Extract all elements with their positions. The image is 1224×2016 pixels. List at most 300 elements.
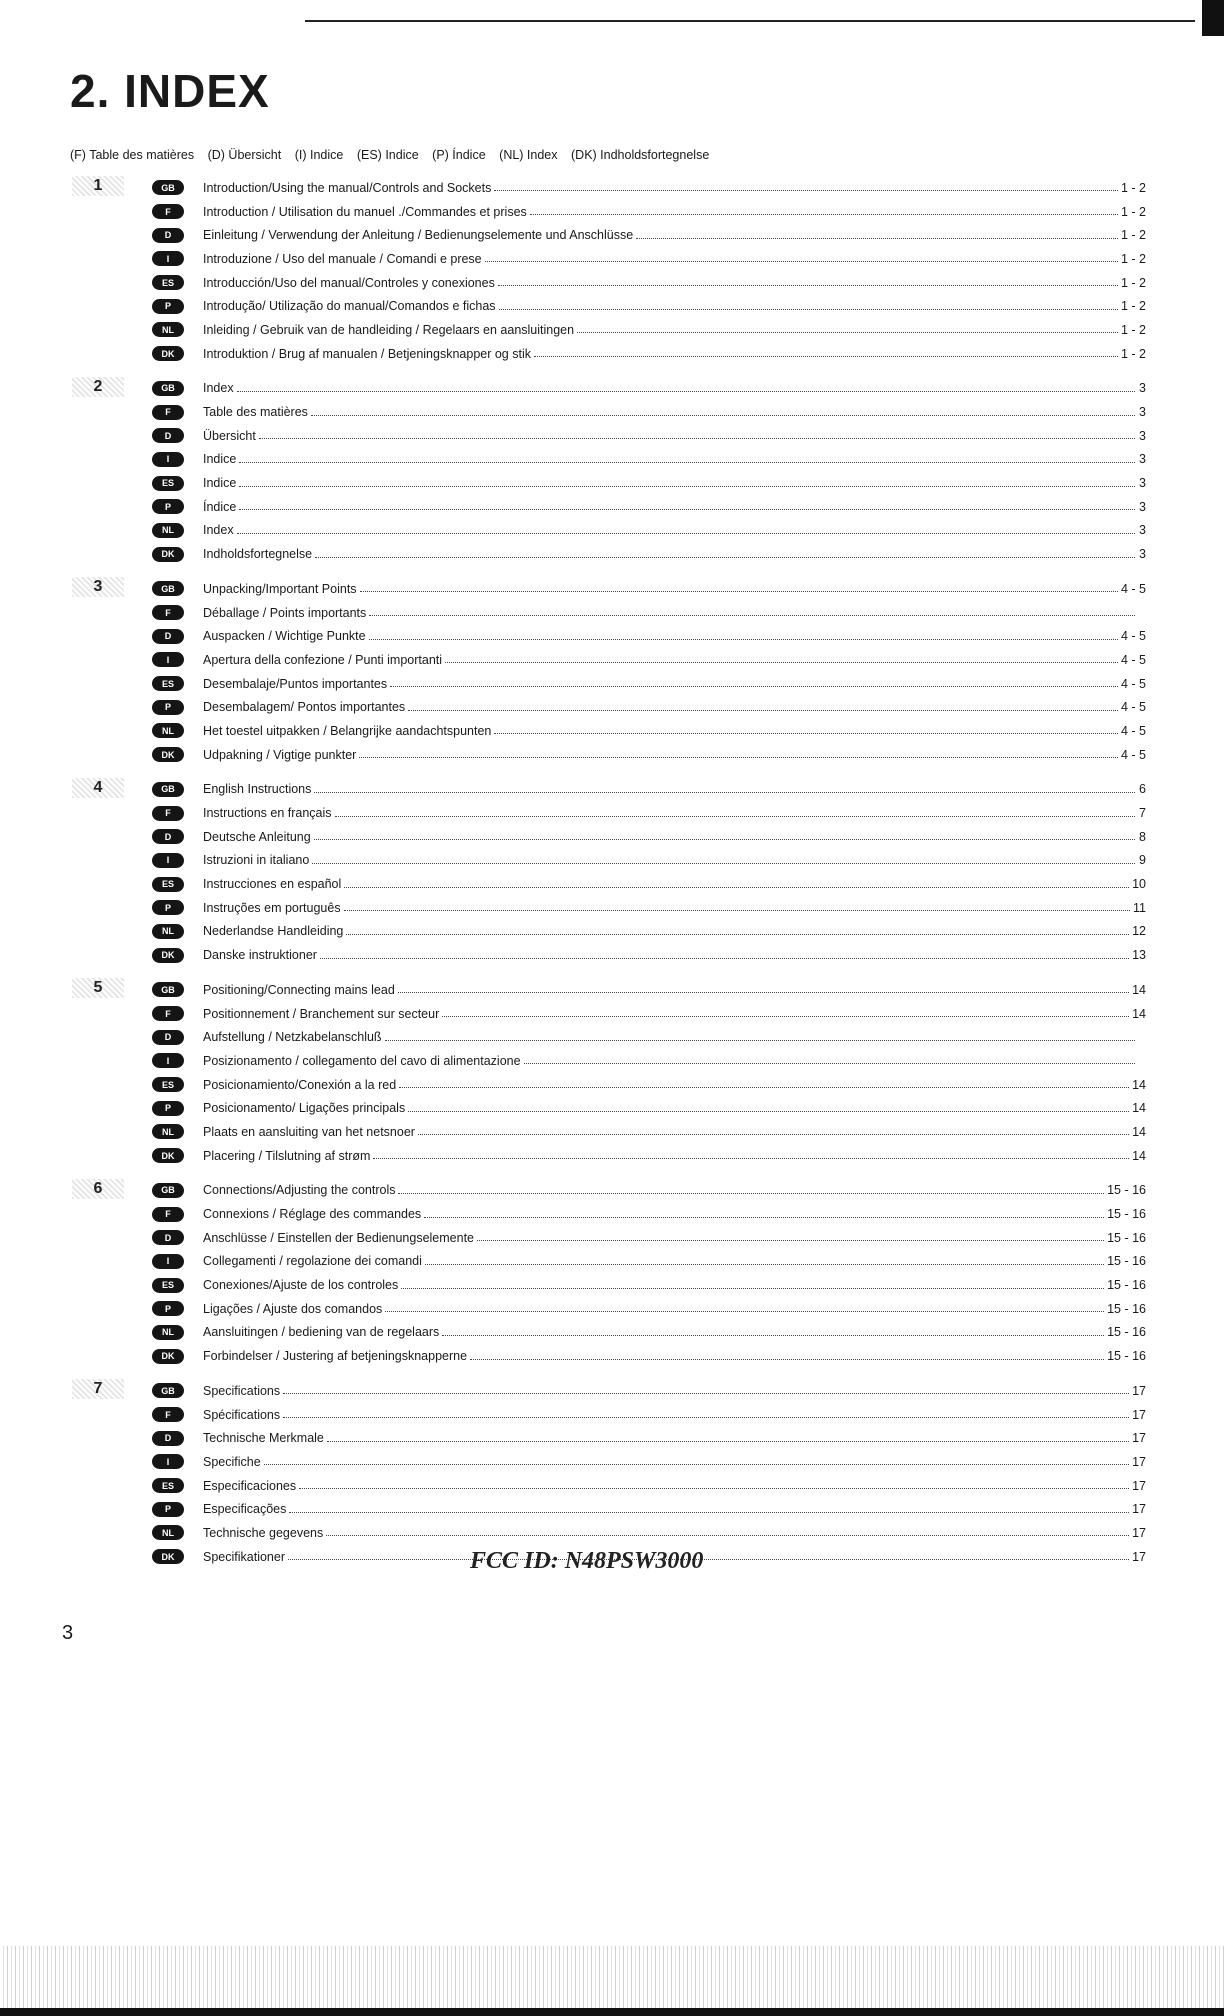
index-entry bbox=[70, 943, 1146, 967]
dot-leader bbox=[289, 1512, 1129, 1513]
dot-leader bbox=[320, 958, 1129, 959]
dot-leader bbox=[360, 591, 1118, 592]
index-entry bbox=[70, 223, 1146, 247]
entry-label: Forbindelser / Justering af betjeningsknapperne bbox=[203, 1349, 468, 1364]
language-badge-icon: NL bbox=[152, 1525, 184, 1540]
language-badge-icon: I bbox=[152, 1454, 184, 1469]
language-badge-icon: ES bbox=[152, 1077, 184, 1092]
entry-page: 13 bbox=[1132, 948, 1146, 963]
index-entry bbox=[70, 1497, 1146, 1521]
entry-label: Collegamenti / regolazione dei comandi bbox=[203, 1254, 422, 1269]
entry-page: 15 - 16 bbox=[1107, 1278, 1146, 1293]
index-section bbox=[70, 1379, 1146, 1569]
language-item: (ES) Indice bbox=[356, 148, 419, 162]
entry-page: 14 bbox=[1132, 1006, 1146, 1021]
entry-page: 15 - 16 bbox=[1107, 1325, 1146, 1340]
entry-page: 14 bbox=[1132, 1148, 1146, 1163]
entry-label: Introdução/ Utilização do manual/Comandos e fichas bbox=[203, 299, 496, 314]
index-entry bbox=[70, 1002, 1146, 1026]
language-badge-icon: GB bbox=[152, 381, 184, 396]
entry-page: 4 - 5 bbox=[1120, 581, 1146, 596]
index-entry bbox=[70, 1202, 1146, 1226]
entry-page: 17 bbox=[1132, 1407, 1146, 1422]
index-entry bbox=[70, 471, 1146, 495]
index-entry bbox=[70, 1025, 1146, 1049]
section-number-badge: 3 bbox=[72, 577, 124, 597]
entry-page: 14 bbox=[1132, 1101, 1146, 1116]
index-entry bbox=[70, 920, 1146, 944]
index-entry bbox=[70, 542, 1146, 566]
language-badge-icon: I bbox=[152, 1254, 184, 1269]
index-entry bbox=[70, 1344, 1146, 1368]
language-item: (P) Índice bbox=[432, 148, 486, 162]
index-entry bbox=[70, 801, 1146, 825]
entry-label: Anschlüsse / Einstellen der Bedienungselemente bbox=[203, 1230, 475, 1245]
index-entry bbox=[70, 318, 1146, 342]
index-entry bbox=[70, 1521, 1146, 1545]
language-item: (D) Übersicht bbox=[207, 148, 282, 162]
index-entry bbox=[70, 1049, 1146, 1073]
entry-page: 1 - 2 bbox=[1120, 204, 1146, 219]
entry-page: 15 - 16 bbox=[1107, 1254, 1146, 1269]
language-badge-icon: D bbox=[152, 228, 184, 243]
entry-page: 14 bbox=[1132, 1077, 1146, 1092]
language-badge-icon: DK bbox=[152, 747, 184, 762]
language-badge-icon: DK bbox=[152, 547, 184, 562]
entry-page: 17 bbox=[1132, 1454, 1146, 1469]
dot-leader bbox=[534, 356, 1118, 357]
dot-leader bbox=[442, 1016, 1129, 1017]
dot-leader bbox=[237, 533, 1135, 534]
section-number-badge: 6 bbox=[72, 1179, 124, 1199]
entry-page: 3 bbox=[1139, 405, 1146, 420]
language-badge-icon: F bbox=[152, 1006, 184, 1021]
language-badge-icon: GB bbox=[152, 581, 184, 596]
entry-label: Deutsche Anleitung bbox=[203, 829, 311, 844]
language-badge-icon: D bbox=[152, 829, 184, 844]
entry-label: Unpacking/Important Points bbox=[203, 581, 357, 596]
dot-leader bbox=[369, 615, 1135, 616]
entry-label: Positioning/Connecting mains lead bbox=[203, 982, 395, 997]
entry-label: Het toestel uitpakken / Belangrijke aandachtspunten bbox=[203, 723, 492, 738]
entry-label: Connexions / Réglage des commandes bbox=[203, 1207, 422, 1222]
entry-label: Einleitung / Verwendung der Anleitung / Bedienungselemente und Anschlüsse bbox=[203, 228, 634, 243]
index-sections bbox=[70, 176, 1146, 1580]
language-badge-icon: NL bbox=[152, 1124, 184, 1139]
dot-leader bbox=[399, 1087, 1129, 1088]
entry-label: English Instructions bbox=[203, 782, 312, 797]
entry-page: 14 bbox=[1132, 1124, 1146, 1139]
language-badge-icon: NL bbox=[152, 523, 184, 538]
index-entry bbox=[70, 1250, 1146, 1274]
entry-label: Index bbox=[203, 523, 234, 538]
dot-leader bbox=[299, 1488, 1129, 1489]
index-entry bbox=[70, 1273, 1146, 1297]
index-entry bbox=[70, 519, 1146, 543]
entry-page: 3 bbox=[1139, 381, 1146, 396]
entry-page: 1 - 2 bbox=[1120, 299, 1146, 314]
entry-label: Indholdsfortegnelse bbox=[203, 547, 313, 562]
index-entry bbox=[70, 1073, 1146, 1097]
entry-label: Spécifications bbox=[203, 1407, 281, 1422]
entry-label: Especificaciones bbox=[203, 1478, 297, 1493]
index-entry bbox=[70, 672, 1146, 696]
index-entry bbox=[70, 695, 1146, 719]
dot-leader bbox=[445, 662, 1118, 663]
dot-leader bbox=[385, 1311, 1104, 1312]
entry-page: 6 bbox=[1139, 782, 1146, 797]
dot-leader bbox=[359, 757, 1118, 758]
index-entry bbox=[70, 1120, 1146, 1144]
entry-page: 15 - 16 bbox=[1107, 1230, 1146, 1245]
dot-leader bbox=[326, 1535, 1129, 1536]
dot-leader bbox=[239, 462, 1135, 463]
entry-label: Indice bbox=[203, 452, 237, 467]
language-badge-icon: F bbox=[152, 204, 184, 219]
dot-leader bbox=[327, 1441, 1129, 1442]
dot-leader bbox=[408, 1111, 1129, 1112]
language-badge-icon: GB bbox=[152, 180, 184, 195]
entry-label: Introduction/Using the manual/Controls and Sockets bbox=[203, 180, 492, 195]
dot-leader bbox=[344, 910, 1130, 911]
language-badge-icon: D bbox=[152, 1230, 184, 1245]
language-badge-icon: D bbox=[152, 629, 184, 644]
dot-leader bbox=[425, 1264, 1104, 1265]
language-badge-icon: NL bbox=[152, 1325, 184, 1340]
language-item: (F) Table des matières bbox=[70, 148, 195, 162]
language-badge-icon: ES bbox=[152, 1278, 184, 1293]
entry-page: 3 bbox=[1139, 523, 1146, 538]
entry-label: Índice bbox=[203, 499, 237, 514]
index-entry bbox=[70, 1226, 1146, 1250]
index-entry bbox=[70, 1450, 1146, 1474]
dot-leader bbox=[524, 1063, 1135, 1064]
language-badge-icon: P bbox=[152, 1101, 184, 1116]
entry-label: Danske instruktioner bbox=[203, 948, 317, 963]
entry-label: Plaats en aansluiting van het netsnoer bbox=[203, 1124, 415, 1139]
index-section bbox=[70, 176, 1146, 366]
entry-label: Nederlandse Handleiding bbox=[203, 924, 344, 939]
section-number-badge: 5 bbox=[72, 978, 124, 998]
entry-label: Auspacken / Wichtige Punkte bbox=[203, 629, 366, 644]
entry-page: 15 - 16 bbox=[1107, 1349, 1146, 1364]
entry-page: 3 bbox=[1139, 428, 1146, 443]
entry-page: 15 - 16 bbox=[1107, 1301, 1146, 1316]
entry-page: 12 bbox=[1132, 924, 1146, 939]
language-badge-icon: DK bbox=[152, 346, 184, 361]
language-badge-icon: ES bbox=[152, 476, 184, 491]
index-entry bbox=[70, 342, 1146, 366]
dot-leader bbox=[385, 1040, 1135, 1041]
language-badge-icon: NL bbox=[152, 322, 184, 337]
entry-label: Technische Merkmale bbox=[203, 1431, 324, 1446]
section-number-badge: 1 bbox=[72, 176, 124, 196]
language-badge-icon: GB bbox=[152, 1383, 184, 1398]
entry-page: 11 bbox=[1133, 900, 1146, 915]
entry-page: 3 bbox=[1139, 499, 1146, 514]
dot-leader bbox=[442, 1335, 1104, 1336]
dot-leader bbox=[315, 557, 1135, 558]
index-entry bbox=[70, 601, 1146, 625]
index-section bbox=[70, 978, 1146, 1168]
entry-page: 1 - 2 bbox=[1120, 251, 1146, 266]
dot-leader bbox=[283, 1393, 1129, 1394]
entry-label: Specifiche bbox=[203, 1454, 261, 1469]
dot-leader bbox=[344, 887, 1129, 888]
dot-leader bbox=[312, 863, 1135, 864]
dot-leader bbox=[369, 639, 1118, 640]
dot-leader bbox=[311, 415, 1135, 416]
dot-leader bbox=[237, 391, 1135, 392]
entry-label: Übersicht bbox=[203, 428, 256, 443]
index-section bbox=[70, 1179, 1146, 1369]
dot-leader bbox=[314, 792, 1135, 793]
language-badge-icon: ES bbox=[152, 676, 184, 691]
language-badge-icon: P bbox=[152, 499, 184, 514]
index-entry bbox=[70, 1179, 1146, 1203]
index-entry bbox=[70, 577, 1146, 601]
index-section bbox=[70, 778, 1146, 968]
index-entry bbox=[70, 1379, 1146, 1403]
dot-leader bbox=[288, 1559, 1129, 1560]
entry-page: 1 - 2 bbox=[1120, 275, 1146, 290]
dot-leader bbox=[398, 992, 1129, 993]
dot-leader bbox=[264, 1464, 1129, 1465]
language-badge-icon: P bbox=[152, 1502, 184, 1517]
top-rule bbox=[305, 20, 1195, 22]
section-number-badge: 4 bbox=[72, 778, 124, 798]
entry-page: 9 bbox=[1139, 853, 1146, 868]
entry-page: 17 bbox=[1132, 1431, 1146, 1446]
language-badge-icon: I bbox=[152, 1053, 184, 1068]
language-badge-icon: DK bbox=[152, 1549, 184, 1564]
index-entry bbox=[70, 247, 1146, 271]
entry-label: Ligações / Ajuste dos comandos bbox=[203, 1301, 383, 1316]
index-section bbox=[70, 577, 1146, 767]
entry-page: 17 bbox=[1132, 1502, 1146, 1517]
index-entry bbox=[70, 1321, 1146, 1345]
dot-leader bbox=[494, 190, 1118, 191]
entry-label: Apertura della confezione / Punti importanti bbox=[203, 652, 443, 667]
language-badge-icon: ES bbox=[152, 275, 184, 290]
language-item: (DK) Indholdsfortegnelse bbox=[571, 148, 710, 162]
index-entry bbox=[70, 648, 1146, 672]
entry-page: 1 - 2 bbox=[1120, 180, 1146, 195]
dot-leader bbox=[390, 686, 1118, 687]
entry-page: 4 - 5 bbox=[1120, 629, 1146, 644]
language-badge-icon: DK bbox=[152, 1349, 184, 1364]
index-entry bbox=[70, 200, 1146, 224]
entry-label: Conexiones/Ajuste de los controles bbox=[203, 1278, 399, 1293]
entry-label: Aansluitingen / bediening van de regelaars bbox=[203, 1325, 440, 1340]
entry-label: Desembalagem/ Pontos importantes bbox=[203, 700, 406, 715]
dot-leader bbox=[239, 509, 1135, 510]
dot-leader bbox=[239, 486, 1135, 487]
entry-label: Especificações bbox=[203, 1502, 287, 1517]
language-badge-icon: F bbox=[152, 605, 184, 620]
dot-leader bbox=[346, 934, 1129, 935]
language-badge-icon: GB bbox=[152, 1183, 184, 1198]
bottom-bar bbox=[0, 2008, 1224, 2016]
page-number: 3 bbox=[62, 1622, 74, 1644]
index-entry bbox=[70, 400, 1146, 424]
dot-leader bbox=[408, 710, 1118, 711]
language-badge-icon: D bbox=[152, 428, 184, 443]
dot-leader bbox=[477, 1240, 1104, 1241]
language-badge-icon: F bbox=[152, 1207, 184, 1222]
page-title: 2. INDEX bbox=[70, 65, 270, 117]
entry-page: 4 - 5 bbox=[1120, 676, 1146, 691]
entry-page: 14 bbox=[1132, 982, 1146, 997]
language-badge-icon: NL bbox=[152, 723, 184, 738]
index-entry bbox=[70, 825, 1146, 849]
index-entry bbox=[70, 849, 1146, 873]
index-entry bbox=[70, 719, 1146, 743]
language-badge-icon: I bbox=[152, 251, 184, 266]
entry-label: Instructions en français bbox=[203, 806, 332, 821]
language-badge-icon: I bbox=[152, 853, 184, 868]
language-badge-icon: F bbox=[152, 1407, 184, 1422]
language-list bbox=[70, 148, 719, 162]
dot-leader bbox=[283, 1417, 1129, 1418]
dot-leader bbox=[314, 839, 1135, 840]
entry-page: 1 - 2 bbox=[1120, 346, 1146, 361]
entry-page: 17 bbox=[1132, 1383, 1146, 1398]
index-entry bbox=[70, 1096, 1146, 1120]
language-badge-icon: F bbox=[152, 806, 184, 821]
dot-leader bbox=[424, 1217, 1104, 1218]
language-badge-icon: ES bbox=[152, 877, 184, 892]
index-entry bbox=[70, 1144, 1146, 1168]
entry-label: Inleiding / Gebruik van de handleiding / Regelaars en aansluitingen bbox=[203, 322, 575, 337]
entry-page: 3 bbox=[1139, 452, 1146, 467]
entry-label: Posicionamento/ Ligações principals bbox=[203, 1101, 406, 1116]
entry-label: Table des matières bbox=[203, 405, 308, 420]
index-entry bbox=[70, 1403, 1146, 1427]
index-entry bbox=[70, 448, 1146, 472]
index-entry bbox=[70, 495, 1146, 519]
dot-leader bbox=[499, 309, 1118, 310]
entry-label: Udpakning / Vigtige punkter bbox=[203, 747, 357, 762]
entry-label: Instrucciones en español bbox=[203, 877, 342, 892]
dot-leader bbox=[259, 438, 1135, 439]
entry-label: Instruções em português bbox=[203, 900, 341, 915]
entry-label: Technische gegevens bbox=[203, 1525, 324, 1540]
dot-leader bbox=[485, 261, 1118, 262]
entry-label: Index bbox=[203, 381, 234, 396]
entry-label: Positionnement / Branchement sur secteur bbox=[203, 1006, 440, 1021]
corner-mark bbox=[1202, 0, 1224, 36]
section-number-badge: 2 bbox=[72, 377, 124, 397]
index-entry bbox=[70, 624, 1146, 648]
index-entry bbox=[70, 294, 1146, 318]
index-entry bbox=[70, 377, 1146, 401]
entry-label: Connections/Adjusting the controls bbox=[203, 1183, 396, 1198]
dot-leader bbox=[494, 733, 1118, 734]
dot-leader bbox=[498, 285, 1118, 286]
entry-label: Déballage / Points importants bbox=[203, 605, 367, 620]
entry-page: 17 bbox=[1132, 1525, 1146, 1540]
language-badge-icon: DK bbox=[152, 948, 184, 963]
entry-page: 15 - 16 bbox=[1107, 1207, 1146, 1222]
entry-label: Introduzione / Uso del manuale / Comandi e prese bbox=[203, 251, 482, 266]
entry-label: Desembalaje/Puntos importantes bbox=[203, 676, 388, 691]
section-number-badge: 7 bbox=[72, 1379, 124, 1399]
language-badge-icon: P bbox=[152, 1301, 184, 1316]
entry-label: Introduction / Utilisation du manuel ./Commandes et prises bbox=[203, 204, 527, 219]
entry-page: 17 bbox=[1132, 1478, 1146, 1493]
index-entry bbox=[70, 896, 1146, 920]
language-badge-icon: I bbox=[152, 652, 184, 667]
language-badge-icon: GB bbox=[152, 782, 184, 797]
entry-label: Posicionamiento/Conexión a la red bbox=[203, 1077, 397, 1092]
index-entry bbox=[70, 1426, 1146, 1450]
entry-page: 3 bbox=[1139, 547, 1146, 562]
language-badge-icon: D bbox=[152, 1431, 184, 1446]
dot-leader bbox=[418, 1134, 1129, 1135]
index-entry bbox=[70, 271, 1146, 295]
entry-page: 17 bbox=[1132, 1549, 1146, 1564]
index-entry bbox=[70, 778, 1146, 802]
language-badge-icon: P bbox=[152, 299, 184, 314]
entry-label: Specifikationer bbox=[203, 1549, 285, 1564]
fcc-id-stamp: FCC ID: N48PSW3000 bbox=[470, 1548, 704, 1574]
entry-page: 1 - 2 bbox=[1120, 322, 1146, 337]
scan-noise-band bbox=[0, 1946, 1224, 2016]
entry-page: 4 - 5 bbox=[1120, 700, 1146, 715]
dot-leader bbox=[530, 214, 1118, 215]
index-entry bbox=[70, 743, 1146, 767]
dot-leader bbox=[401, 1288, 1104, 1289]
entry-page: 10 bbox=[1132, 877, 1146, 892]
dot-leader bbox=[470, 1359, 1104, 1360]
language-badge-icon: P bbox=[152, 900, 184, 915]
dot-leader bbox=[373, 1158, 1129, 1159]
index-entry bbox=[70, 1297, 1146, 1321]
index-section bbox=[70, 377, 1146, 567]
index-entry bbox=[70, 978, 1146, 1002]
entry-page: 8 bbox=[1139, 829, 1146, 844]
language-badge-icon: P bbox=[152, 700, 184, 715]
entry-page: 1 - 2 bbox=[1120, 228, 1146, 243]
language-badge-icon: F bbox=[152, 405, 184, 420]
entry-label: Introduktion / Brug af manualen / Betjeningsknapper og stik bbox=[203, 346, 531, 361]
entry-page: 4 - 5 bbox=[1120, 747, 1146, 762]
index-entry bbox=[70, 872, 1146, 896]
entry-label: Aufstellung / Netzkabelanschluß bbox=[203, 1030, 382, 1045]
language-badge-icon: GB bbox=[152, 982, 184, 997]
dot-leader bbox=[636, 238, 1118, 239]
index-entry bbox=[70, 176, 1146, 200]
entry-label: Placering / Tilslutning af strøm bbox=[203, 1148, 371, 1163]
dot-leader bbox=[335, 816, 1135, 817]
entry-page: 3 bbox=[1139, 476, 1146, 491]
language-item: (I) Indice bbox=[294, 148, 344, 162]
entry-label: Introducción/Uso del manual/Controles y conexiones bbox=[203, 275, 495, 290]
entry-label: Specifications bbox=[203, 1383, 281, 1398]
language-badge-icon: D bbox=[152, 1030, 184, 1045]
dot-leader bbox=[398, 1193, 1104, 1194]
entry-page: 4 - 5 bbox=[1120, 652, 1146, 667]
entry-label: Istruzioni in italiano bbox=[203, 853, 310, 868]
entry-label: Posizionamento / collegamento del cavo di alimentazione bbox=[203, 1053, 521, 1068]
entry-page: 4 - 5 bbox=[1120, 723, 1146, 738]
entry-page: 7 bbox=[1139, 806, 1146, 821]
entry-page: 15 - 16 bbox=[1107, 1183, 1146, 1198]
language-item: (NL) Index bbox=[499, 148, 558, 162]
language-badge-icon: DK bbox=[152, 1148, 184, 1163]
entry-label: Indice bbox=[203, 476, 237, 491]
